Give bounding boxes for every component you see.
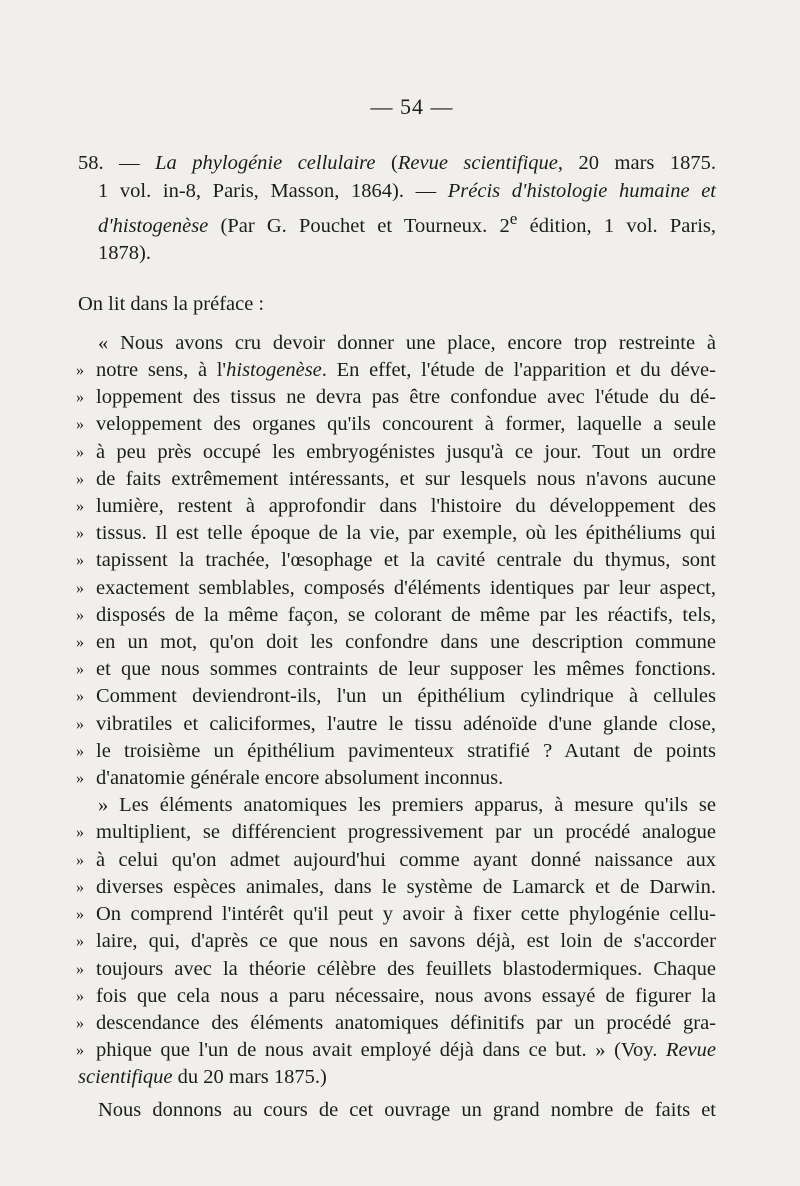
guillemet-mark: » — [76, 933, 84, 951]
quote-line: » tapissent la trachée, l'œsophage et la cavité centrale du thymus, sont — [78, 547, 716, 574]
quote-line: « Nous avons cru devoir donner une place, encore trop restreinte à — [98, 331, 716, 354]
guillemet-mark: » — [76, 579, 84, 597]
guillemet-mark: » — [76, 960, 84, 978]
quote-line: » tissus. Il est telle époque de la vie, par exemple, où les épithéliums qui — [78, 520, 716, 547]
quote-line: » laire, qui, d'après ce que nous en savons déjà, est loin de s'accorder — [78, 928, 716, 955]
guillemet-mark: » — [76, 715, 84, 733]
quote-line: » disposés de la même façon, se colorant de même par les réactifs, tels, — [78, 602, 716, 629]
quote-line: » de faits extrêmement intéressants, et sur lesquels nous n'avons aucune — [78, 466, 716, 493]
entry-line: d'histogenèse (Par G. Pouchet et Tourneux. 2e édition, 1 vol. Paris, — [98, 209, 716, 237]
quote-line: scientifique du 20 mars 1875.) — [78, 1066, 327, 1089]
guillemet-mark: » — [76, 906, 84, 924]
quote-line: » toujours avec la théorie célèbre des feuillets blastodermiques. Chaque — [78, 956, 716, 983]
quote-line: » d'anatomie générale encore absolument inconnus. — [78, 765, 716, 792]
quote-line: » à peu près occupé les embryogénistes jusqu'à ce jour. Tout un ordre — [78, 439, 716, 466]
quote-line: » exactement semblables, composés d'éléments identiques par leur aspect, — [78, 575, 716, 602]
guillemet-mark: » — [76, 878, 84, 896]
guillemet-mark: » — [76, 851, 84, 869]
guillemet-mark: » — [76, 416, 84, 434]
guillemet-mark: » — [76, 824, 84, 842]
quote-line: » fois que cela nous a paru nécessaire, nous avons essayé de figurer la — [78, 983, 716, 1010]
bibliography-entry — [78, 150, 716, 268]
guillemet-mark: » — [76, 661, 84, 679]
quote-line: » Les éléments anatomiques les premiers apparus, à mesure qu'ils se — [98, 794, 716, 817]
guillemet-mark: » — [76, 498, 84, 516]
guillemet-mark: » — [76, 742, 84, 760]
quote-line: » notre sens, à l'histogenèse. En effet, l'étude de l'apparition et du déve- — [78, 357, 716, 384]
quote-line: » diverses espèces animales, dans le système de Lamarck et de Darwin. — [78, 874, 716, 901]
quote-line: » lumière, restent à approfondir dans l'histoire du développement des — [78, 493, 716, 520]
guillemet-mark: » — [76, 634, 84, 652]
lead-sentence: On lit dans la préface : — [78, 292, 265, 315]
guillemet-mark: » — [76, 606, 84, 624]
entry-line: 58. — La phylogénie cellulaire (Revue scientifique, 20 mars 1875. — [78, 152, 717, 174]
guillemet-mark: » — [76, 987, 84, 1005]
quote-line: » en un mot, qu'on doit les confondre dans une description commune — [78, 629, 716, 656]
page-number: — 54 — — [370, 94, 454, 119]
guillemet-mark: » — [76, 525, 84, 543]
guillemet-mark: » — [76, 362, 84, 380]
entry-line: 1 vol. in-8, Paris, Masson, 1864). — Précis d'histologie humaine et — [98, 179, 716, 202]
guillemet-mark: » — [76, 443, 84, 461]
quote-line: » loppement des tissus ne devra pas être confondue avec l'étude du dé- — [78, 384, 716, 411]
quote-line: » vibratiles et caliciformes, l'autre le tissu adénoïde d'une glande close, — [78, 711, 716, 738]
quote-line: » On comprend l'intérêt qu'il peut y avoir à fixer cette phylogénie cellu- — [78, 901, 716, 928]
preface-quotation — [78, 330, 716, 1092]
quote-line: » le troisième un épithélium pavimenteux stratifié ? Autant de points — [78, 738, 716, 765]
guillemet-mark: » — [76, 1014, 84, 1032]
quote-line: » multiplient, se différencient progressivement par un procédé analogue — [78, 819, 716, 846]
closing-sentence: Nous donnons au cours de cet ouvrage un grand nombre de faits et — [98, 1098, 716, 1121]
quote-line: » phique que l'un de nous avait employé déjà dans ce but. » (Voy. Revue — [78, 1037, 716, 1064]
guillemet-mark: » — [76, 688, 84, 706]
quote-line: » descendance des éléments anatomiques définitifs par un procédé gra- — [78, 1010, 716, 1037]
quote-line: » et que nous sommes contraints de leur supposer les mêmes fonctions. — [78, 656, 716, 683]
quote-line: » veloppement des organes qu'ils concourent à former, laquelle a seule — [78, 411, 716, 438]
guillemet-mark: » — [76, 552, 84, 570]
guillemet-mark: » — [76, 470, 84, 488]
guillemet-mark: » — [76, 1042, 84, 1060]
guillemet-mark: » — [76, 770, 84, 788]
guillemet-mark: » — [76, 389, 84, 407]
entry-line: 1878). — [98, 242, 151, 265]
quote-line: » Comment deviendront-ils, l'un un épithélium cylindrique à cellules — [78, 683, 716, 710]
quote-line: » à celui qu'on admet aujourd'hui comme ayant donné naissance aux — [78, 847, 716, 874]
